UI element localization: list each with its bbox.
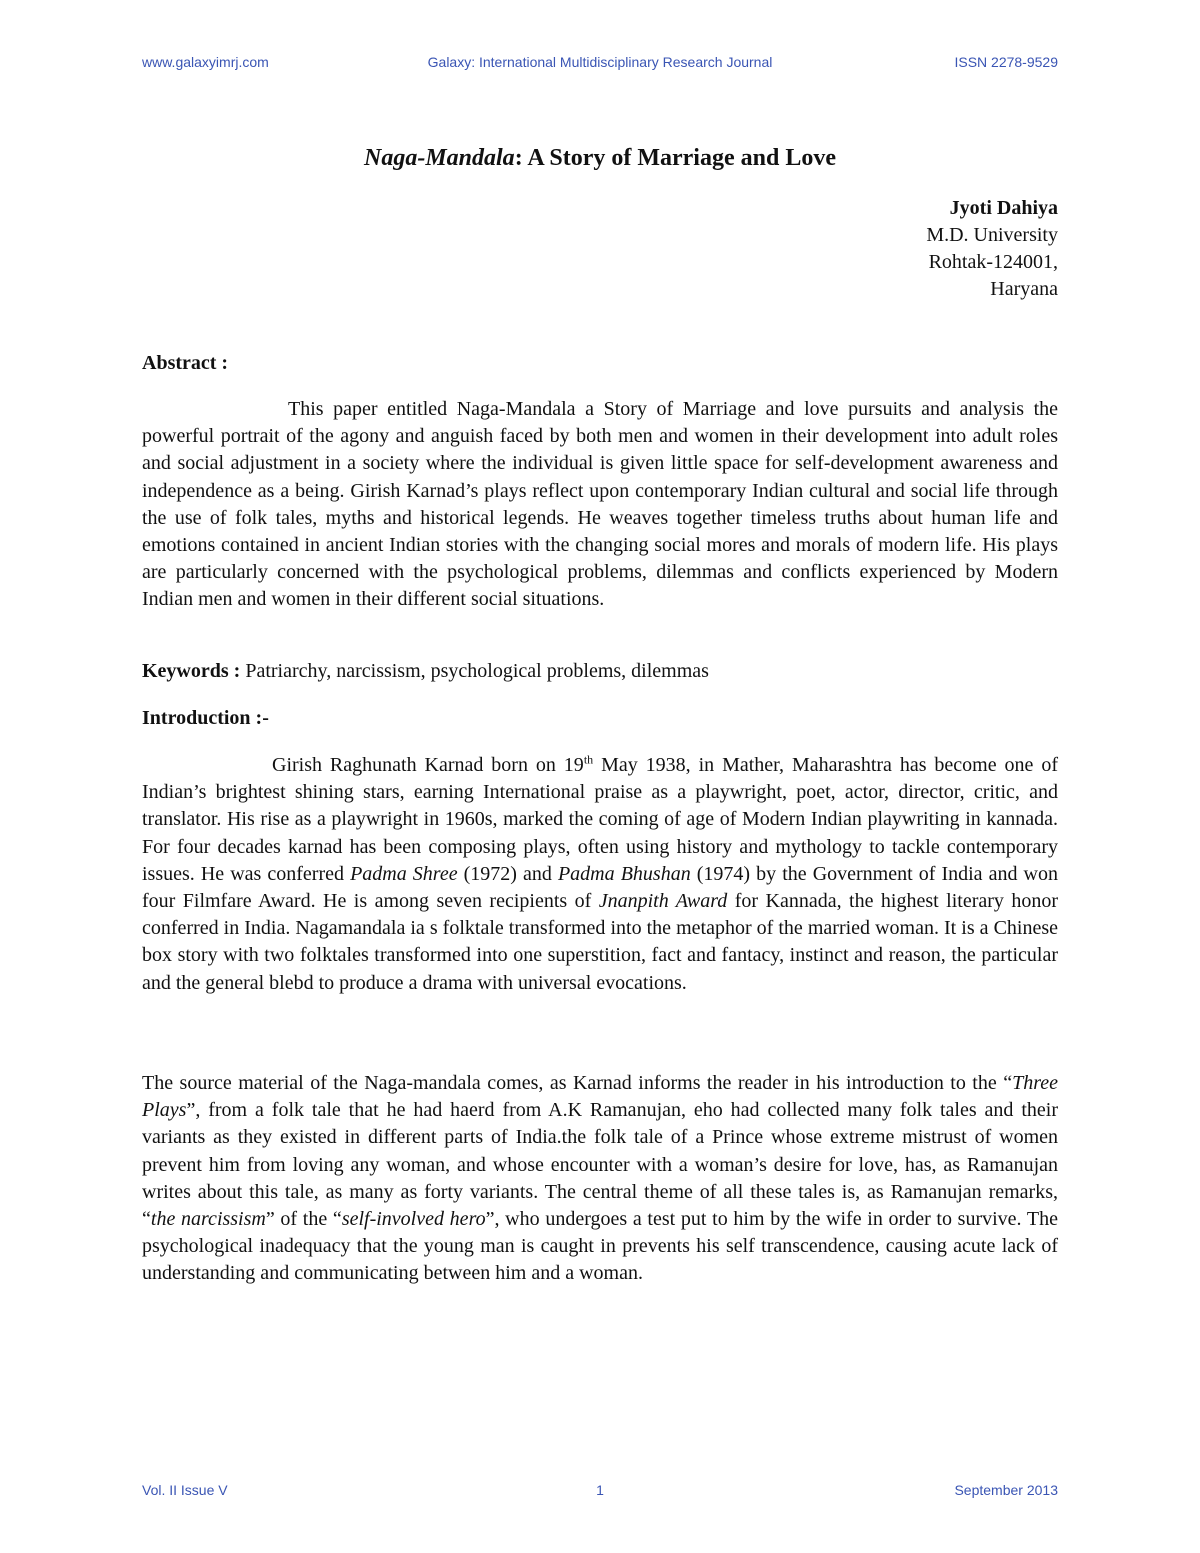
header-journal-name: Galaxy: International Multidisciplinary Research Journal: [427, 54, 773, 70]
abstract-heading: Abstract :: [142, 352, 229, 374]
intro-p2-text-b: ”, from a folk tale that he had haerd from A.K Ramanujan, eho had collected many folk tales and their variants as they existed in different parts of India.the folk tale of a Prince whose extreme mistrust of women prevent him from loving any woman, and whose encounter with a woman’s desire for love, has, as Ramanujan writes about this tale, as many as forty variants. The central theme of all these tales is, as Ramanujan remarks, “: [142, 1099, 1058, 1231]
abstract-paragraph: This paper entitled Naga-Mandala a Story of Marriage and love pursuits and analysis the powerful portrait of the agony and anguish faced by both men and women in their development into adult roles and social adjustment in a society where the individual is given little space for self-development awareness and independence as a being. Girish Karnad’s plays reflect upon contemporary Indian cultural and social life through the use of folk tales, myths and historical legends. He weaves together timeless truths about human life and emotions contained in ancient Indian stories with the changing social mores and morals of modern life. His plays are particularly concerned with the psychological problems, dilemmas and conflicts experienced by Modern Indian men and women in their different social situations.: [142, 398, 1058, 611]
header-website-link[interactable]: www.galaxyimrj.com: [142, 54, 269, 70]
intro-p1-text-d: (1974) by the Government of India and won four Filmfare Award. He is among seven recipients of: [142, 862, 1058, 913]
paper-title: [142, 142, 1058, 174]
running-footer: [142, 1482, 1058, 1502]
intro-p2-italic-self-involved-hero: self-involved hero: [341, 1208, 486, 1231]
author-affiliation-3: Haryana: [990, 278, 1058, 300]
introduction-paragraph-1: [142, 752, 1058, 997]
keywords-line: [142, 658, 1058, 685]
introduction-heading: Introduction :-: [142, 707, 269, 729]
intro-p1-text-a: Girish Raghunath Karnad born on 19: [272, 754, 584, 776]
header-issn: ISSN 2278-9529: [954, 54, 1058, 70]
footer-page-number: 1: [596, 1482, 604, 1498]
intro-p1-text-b: May 1938, in Mather, Maharashtra has become one of Indian’s brightest shining stars, earning International praise as a playwright, poet, actor, director, critic, and translator. His rise as a playwright in 1960s, marked the coming of age of Modern Indian playwriting in kannada. For four decades karnad has been composing plays, often using history and mythology to tackle contemporary issues. He was conferred: [142, 754, 1058, 885]
footer-volume: Vol. II Issue V: [142, 1482, 228, 1498]
author-name: Jyoti Dahiya: [949, 197, 1058, 219]
intro-p2-text-c: ” of the “: [265, 1208, 342, 1231]
intro-p1-italic-jnanpith-award: Jnanpith Award: [598, 890, 728, 913]
footer-date: September 2013: [954, 1482, 1058, 1498]
intro-p2-italic-narcissism: the narcissism: [150, 1208, 266, 1231]
intro-p1-italic-padma-bhushan: Padma Bhushan: [557, 862, 691, 885]
intro-p2-italic-three-plays: Three Plays: [142, 1072, 1058, 1122]
keywords-label: Keywords :: [142, 660, 241, 682]
intro-p1-superscript: th: [583, 752, 594, 767]
author-affiliation-1: M.D. University: [926, 224, 1058, 246]
intro-p2-text-d: ”, who undergoes a test put to him by the wife in order to survive. The psychological inadequacy that the young man is caught in prevents his self transcendence, causing acute lack of understanding and communicating between him and a woman.: [142, 1208, 1058, 1285]
intro-p2-text-a: The source material of the Naga-mandala comes, as Karnad informs the reader in his introduction to the “: [142, 1072, 1013, 1094]
keywords-text: Patriarchy, narcissism, psychological problems, dilemmas: [240, 660, 709, 682]
intro-p1-text-e: for Kannada, the highest literary honor conferred in India. Nagamandala ia s folktale transformed into the metaphor of the married woman. It is a Chinese box story with two folktales transformed into one superstition, fact and fantacy, instinct and reason, the particular and the general blebd to produce a drama with universal evocations.: [142, 890, 1058, 994]
author-block: [658, 195, 1058, 303]
paper-title-rest: : A Story of Marriage and Love: [514, 145, 836, 171]
intro-p1-text-c: (1972) and: [457, 862, 558, 885]
introduction-paragraph-2: [142, 1070, 1058, 1288]
intro-p1-italic-padma-shree: Padma Shree: [350, 862, 458, 885]
paper-title-italic: Naga-Mandala: [364, 145, 515, 171]
running-header: [142, 54, 1058, 74]
author-affiliation-2: Rohtak-124001,: [928, 251, 1058, 273]
